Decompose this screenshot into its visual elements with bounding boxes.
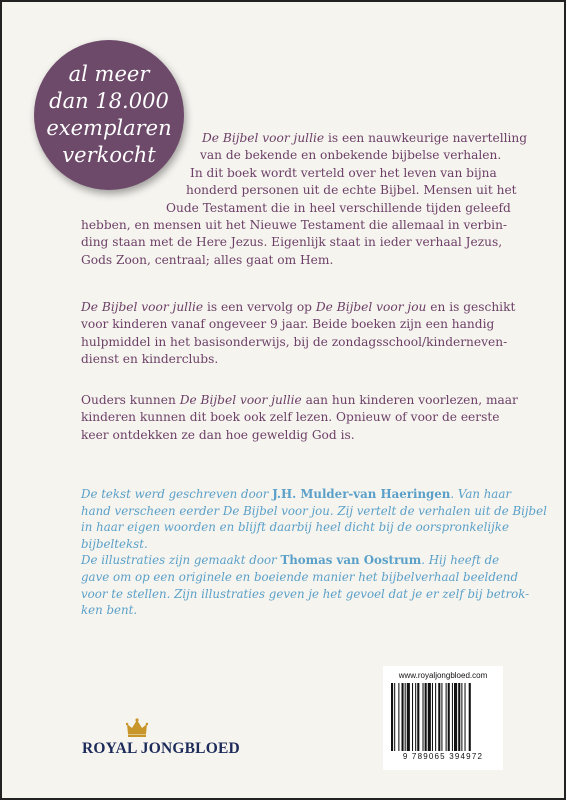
parents-paragraph — [81, 392, 541, 444]
publisher-url: www.royaljongbloed.com — [398, 671, 488, 680]
text-line: hand verscheen eerder De Bijbel voor jou. Zij vertelt de verhalen uit de Bijbel — [81, 503, 547, 518]
text-line: ding staan met de Here Jezus. Eigenlijk staat in ieder verhaal Jezus, — [81, 235, 503, 250]
text-line: De Bijbel voor jullie is een nauwkeurige navertelling — [202, 131, 528, 145]
barcode-icon — [389, 683, 497, 751]
text-line: keer ontdekken ze dan hoe geweldig God is. — [81, 427, 355, 442]
publisher-logo — [82, 718, 242, 768]
isbn-number: 9 789065 394972 — [402, 752, 484, 761]
text-line: kinderen kunnen dit boek ook zelf lezen. Opnieuw of voor de eerste — [81, 410, 500, 425]
intro-paragraph — [2, 130, 566, 269]
illustrator-name: Thomas van Oostrum — [280, 553, 422, 568]
barcode-panel — [383, 666, 503, 770]
text-line: van de bekende en onbekende bijbelse verhalen. — [200, 148, 502, 163]
text-line: hebben, en mensen uit het Nieuwe Testament die allemaal in verbin- — [81, 218, 508, 233]
text-line: voor kinderen vanaf ongeveer 9 jaar. Beide boeken zijn een handig — [81, 317, 495, 332]
text-line: honderd personen uit de echte Bijbel. Mensen uit het — [186, 183, 517, 198]
text-line: in haar eigen woorden en blijft daarbij heel dicht bij de oorspronkelijke — [81, 520, 509, 535]
text-line: hulpmiddel in het basisonderwijs, bij de zondagsschool/kinderneven- — [81, 334, 508, 349]
text-line: voor te stellen. Zijn illustraties geven je het gevoel dat je er zelf bij betrok- — [81, 586, 530, 601]
text-line: dienst en kinderclubs. — [81, 352, 219, 367]
text-line: ken bent. — [81, 603, 138, 618]
author-name: J.H. Mulder-van Haeringen — [272, 487, 451, 501]
badge-line: verkocht — [62, 143, 156, 167]
crown-icon — [126, 718, 148, 738]
text-line: De tekst werd geschreven door J.H. Mulder-van Haeringen. Van haar — [81, 487, 512, 501]
badge-line: al meer — [68, 62, 150, 86]
text-line: bijbeltekst. — [81, 536, 148, 551]
text-line: Ouders kunnen De Bijbel voor jullie aan hun kinderen voorlezen, maar — [81, 393, 518, 407]
text-line: gave om op een originele en boeiende manier het bijbelverhaal beeldend — [81, 569, 519, 584]
badge-line: dan 18.000 — [49, 89, 169, 113]
credits-block — [81, 486, 547, 619]
text-line: De illustraties zijn gemaakt door Thomas van Oostrum. Hij heeft de — [81, 553, 500, 568]
book-title-italic: De Bijbel voor jullie — [202, 131, 325, 145]
text-line: Oude Testament die in heel verschillende tijden geleefd — [166, 200, 511, 215]
badge-line: exemplaren — [46, 116, 172, 140]
sequel-paragraph — [81, 299, 541, 369]
text-line: De Bijbel voor jullie is een vervolg op De Bijbel voor jou en is geschikt — [81, 300, 516, 314]
text-line: In dit boek wordt verteld over het leven van bijna — [190, 165, 497, 180]
text-line: Gods Zoon, centraal; alles gaat om Hem. — [81, 252, 334, 267]
publisher-name: ROYAL JONGBLOED — [82, 740, 240, 757]
